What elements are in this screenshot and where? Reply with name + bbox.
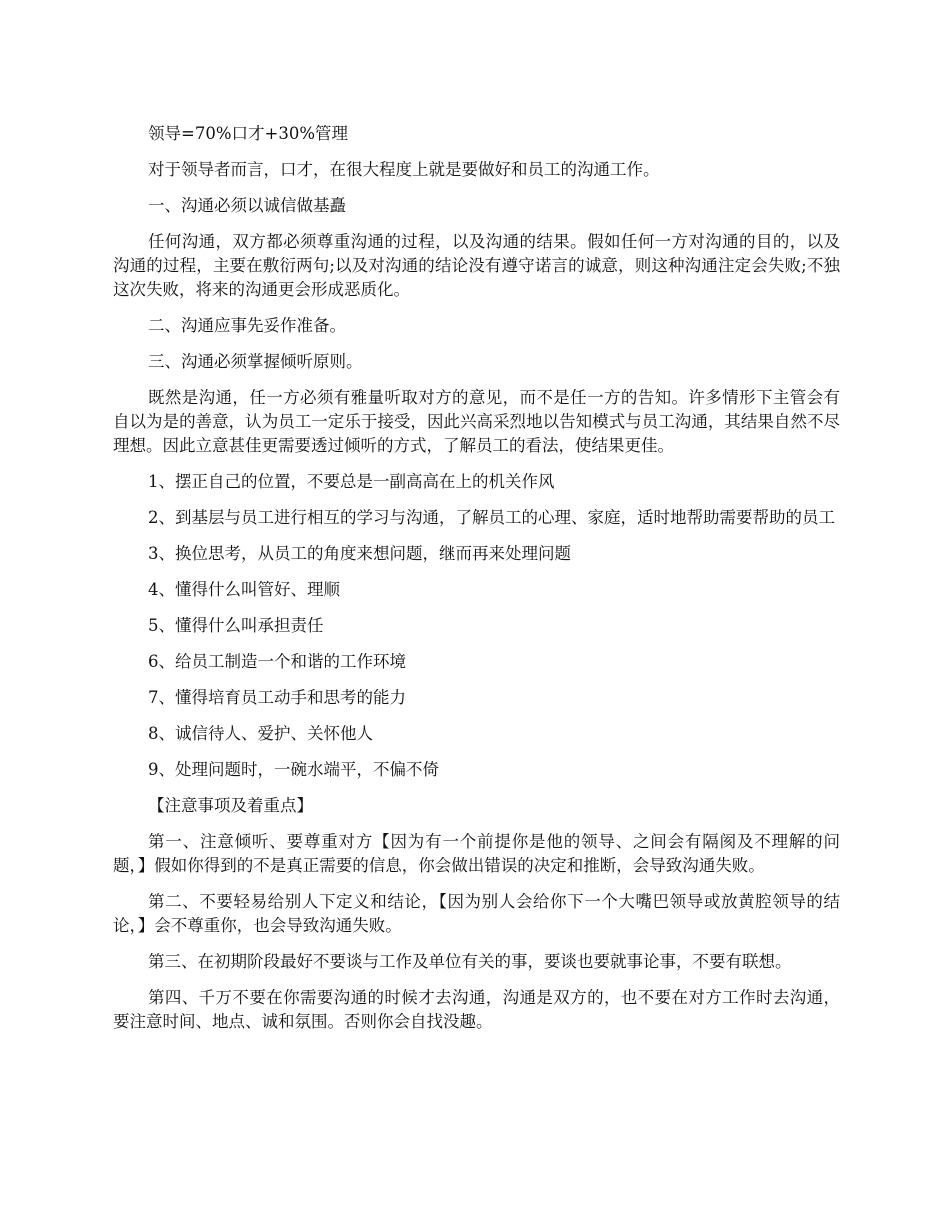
list-item: 1、摆正自己的位置，不要总是一副高高在上的机关作风 (148, 472, 555, 491)
list-item: 3、换位思考，从员工的角度来想问题，继而再来处理问题 (148, 544, 571, 563)
body-paragraph: 任何沟通，双方都必须尊重沟通的过程，以及沟通的结果。假如任何一方对沟通的目的，以及沟通的过程，主要在敷衍两句;以及对沟通的结论没有遵守诺言的诚意，则这种沟通注定会失败;不独这次失败，将来的沟通更会形成恶质化。 (113, 232, 840, 299)
list-item: 5、懂得什么叫承担责任 (148, 616, 324, 635)
list-item: 2、到基层与员工进行相互的学习与沟通，了解员工的心理、家庭，适时地帮助需要帮助的员工 (148, 508, 835, 527)
document-body (113, 122, 840, 1046)
section-heading-2: 二、沟通应事先妥作准备。 (148, 316, 346, 335)
body-paragraph: 既然是沟通，任一方必须有雅量听取对方的意见，而不是任一方的告知。许多情形下主管会有自以为是的善意，认为员工一定乐于接受，因此兴高采烈地以告知模式与员工沟通，其结果自然不尽理想。因此立意甚佳更需要透过倾听的方式，了解员工的看法，使结果更佳。 (113, 388, 840, 455)
list-item: 4、懂得什么叫管好、理顺 (148, 580, 340, 599)
intro-paragraph: 对于领导者而言，口才，在很大程度上就是要做好和员工的沟通工作。 (148, 160, 660, 179)
note-paragraph: 第一、注意倾听、要尊重对方【因为有一个前提你是他的领导、之间会有隔阂及不理解的问题，】假如你得到的不是真正需要的信息，你会做出错误的决定和推断，会导致沟通失败。 (113, 832, 840, 875)
list-item: 8、诚信待人、爱护、关怀他人 (148, 724, 373, 743)
note-paragraph: 第四、千万不要在你需要沟通的时候才去沟通，沟通是双方的，也不要在对方工作时去沟通，要注意时间、地点、诚和氛围。否则你会自找没趣。 (113, 988, 840, 1031)
note-paragraph: 第三、在初期阶段最好不要谈与工作及单位有关的事，要谈也要就事论事，不要有联想。 (148, 952, 792, 971)
section-heading-3: 三、沟通必须掌握倾听原则。 (148, 352, 363, 371)
note-paragraph: 第二、不要轻易给别人下定义和结论，【因为别人会给你下一个大嘴巴领导或放黄腔领导的结论，】会不尊重你，也会导致沟通失败。 (113, 892, 840, 935)
list-item: 6、给员工制造一个和谐的工作环境 (148, 652, 406, 671)
notes-heading: 【注意事项及着重点】 (148, 796, 313, 815)
list-item: 7、懂得培育员工动手和思考的能力 (148, 688, 406, 707)
doc-title: 领导=70%口才+30%管理 (148, 124, 348, 143)
section-heading-1: 一、沟通必须以诚信做基矗 (148, 196, 346, 215)
list-item: 9、处理问题时，一碗水端平，不偏不倚 (148, 760, 439, 779)
